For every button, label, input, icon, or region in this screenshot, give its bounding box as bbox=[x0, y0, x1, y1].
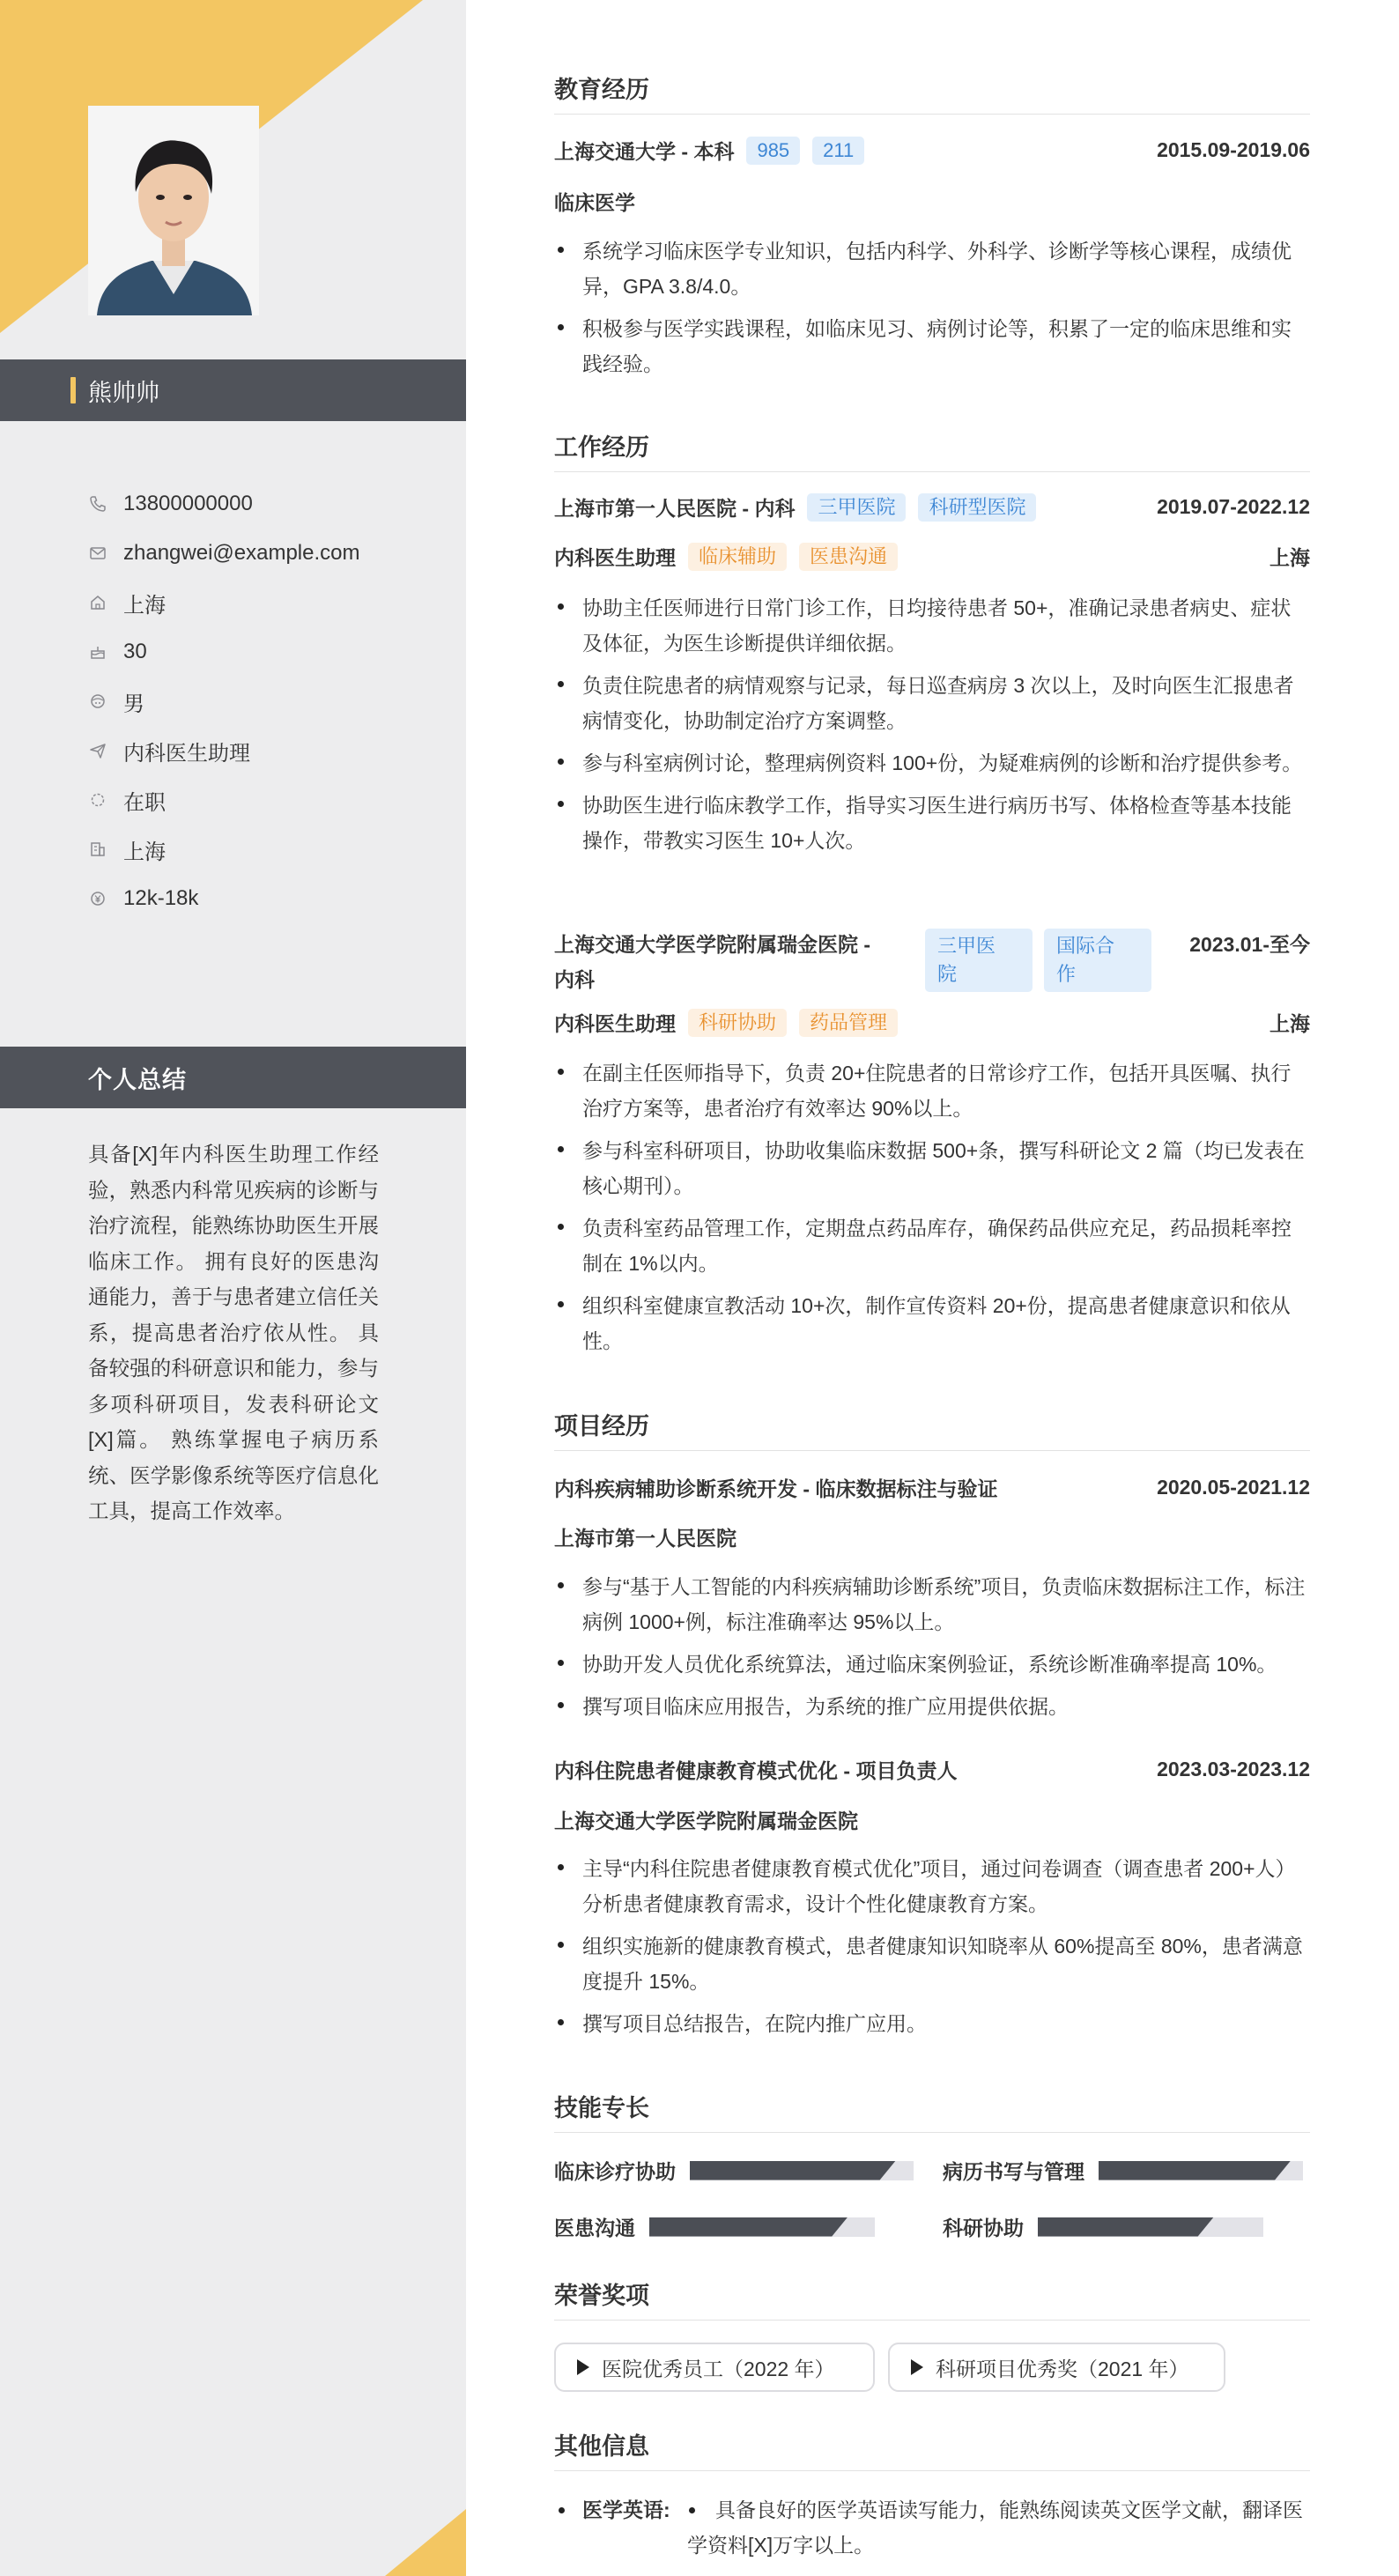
job-city: 上海 bbox=[1269, 546, 1310, 569]
decorative-corner bbox=[385, 2509, 466, 2576]
project-header bbox=[554, 1755, 1310, 1784]
status-icon bbox=[88, 790, 107, 810]
name-accent bbox=[70, 377, 76, 403]
list-item: 协助开发人员优化系统算法，通过临床案例验证，系统诊断准确率提高 10%。 bbox=[554, 1647, 1310, 1682]
other-info-text: 具备良好的医学英语读写能力，能熟练阅读英文医学文献，翻译医学资料[X]万字以上。 bbox=[687, 2498, 1303, 2557]
contact-home-city: 上海 bbox=[123, 593, 166, 618]
play-icon bbox=[911, 2359, 923, 2375]
role-tag: 临床辅助 bbox=[688, 543, 787, 571]
contact-item-gender bbox=[88, 677, 360, 726]
skill-name: 临床诊疗协助 bbox=[554, 2160, 676, 2183]
project-name: 内科住院患者健康教育模式优化 - 项目负责人 bbox=[554, 1759, 958, 1782]
skill-item bbox=[554, 2212, 875, 2241]
contact-salary: 12k-18k bbox=[123, 886, 199, 910]
skill-bar-fill bbox=[649, 2217, 848, 2237]
list-item: 协助主任医师进行日常门诊工作，日均接待患者 50+，准确记录患者病史、症状及体征，为医生诊断提供详细依据。 bbox=[554, 590, 1310, 661]
job-org bbox=[554, 927, 915, 997]
summary-bar bbox=[0, 1047, 466, 1108]
job-org-line: 上海交通大学医学院附属瑞金医院 - bbox=[554, 933, 871, 956]
list-item: 组织实施新的健康教育模式，患者健康知识知晓率从 60%提高至 80%，患者满意度提升 15%。 bbox=[554, 1928, 1310, 1999]
job-city: 上海 bbox=[1269, 1012, 1310, 1035]
section-title-projects: 项目经历 bbox=[554, 1407, 1310, 1451]
job-tag bbox=[925, 929, 1033, 992]
contact-item-position bbox=[88, 726, 360, 775]
skill-bar-fill bbox=[690, 2161, 896, 2180]
job-tag-line: 院 bbox=[937, 963, 958, 985]
skill-item bbox=[943, 2156, 1303, 2185]
job-org: 上海市第一人民医院 - 内科 bbox=[554, 497, 796, 520]
list-item: 参与“基于人工智能的内科疾病辅助诊断系统”项目，负责临床数据标注工作，标注病例 1000+例，标注准确率达 95%以上。 bbox=[554, 1569, 1310, 1640]
education-major: 临床医学 bbox=[554, 191, 635, 214]
list-item: 系统学习临床医学专业知识，包括内科学、外科学、诊断学等核心课程，成绩优异，GPA 3.8/4.0。 bbox=[554, 233, 1310, 304]
job-role-row bbox=[554, 1008, 1310, 1037]
list-item: 主导“内科住院患者健康教育模式优化”项目，通过问卷调查（调查患者 200+人）分析患者健康教育需求，设计个性化健康教育方案。 bbox=[554, 1851, 1310, 1921]
list-item: 协助医生进行临床教学工作，指导实习医生进行病历书写、体格检查等基本技能操作，带教实习医生 10+人次。 bbox=[554, 788, 1310, 858]
section-title-other: 其他信息 bbox=[554, 2427, 1310, 2471]
role-tag: 医患沟通 bbox=[799, 543, 898, 571]
skill-bar-fill bbox=[1099, 2161, 1291, 2180]
job-tag: 三甲医院 bbox=[807, 493, 906, 522]
honor-text: 医院优秀员工（2022 年） bbox=[602, 2357, 835, 2380]
contact-item-email bbox=[88, 529, 360, 578]
summary-title: 个人总结 bbox=[88, 1066, 187, 1093]
contact-status: 在职 bbox=[123, 790, 166, 815]
education-bullets bbox=[554, 233, 1310, 389]
profile-photo bbox=[88, 106, 259, 315]
honor-item bbox=[554, 2343, 875, 2392]
job-tag: 科研型医院 bbox=[918, 493, 1036, 522]
role-tag: 科研协助 bbox=[688, 1009, 787, 1037]
list-item: 参与科室病例讨论，整理病例资料 100+份，为疑难病例的诊断和治疗提供参考。 bbox=[554, 745, 1310, 781]
education-header bbox=[554, 136, 1310, 165]
contact-phone: 13800000000 bbox=[123, 492, 253, 515]
skill-bar bbox=[649, 2217, 875, 2237]
project-org: 上海交通大学医学院附属瑞金医院 bbox=[554, 1810, 858, 1832]
contact-item-age bbox=[88, 627, 360, 677]
job-header bbox=[554, 492, 1310, 522]
project-date: 2023.03-2023.12 bbox=[1157, 1758, 1310, 1780]
section-title-education: 教育经历 bbox=[554, 70, 1310, 115]
contact-age: 30 bbox=[123, 640, 147, 663]
profile-name: 熊帅帅 bbox=[88, 379, 159, 406]
education-date: 2015.09-2019.06 bbox=[1157, 138, 1310, 161]
honor-item bbox=[888, 2343, 1225, 2392]
mail-icon bbox=[88, 544, 107, 563]
job-bullets bbox=[554, 590, 1310, 865]
job-tag-line: 国际合 bbox=[1056, 935, 1115, 957]
project-date: 2020.05-2021.12 bbox=[1157, 1476, 1310, 1499]
role-tag: 药品管理 bbox=[799, 1009, 898, 1037]
job-date: 2019.07-2022.12 bbox=[1157, 495, 1310, 518]
list-item: 组织科室健康宣教活动 10+次，制作宣传资料 20+份，提高患者健康意识和依从性。 bbox=[554, 1288, 1310, 1358]
summary-text: 具备[X]年内科医生助理工作经验，熟悉内科常见疾病的诊断与治疗流程，能熟练协助医生开展临床工作。 拥有良好的医患沟通能力，善于与患者建立信任关系，提高患者治疗依从性。 具备较强的科研意识和能力，参与多项科研项目，发表科研论文[X]篇。 熟练掌握电子病历系统、医学影像系统等医疗信息化工具，提高工作效率。 bbox=[88, 1143, 379, 1522]
skill-bar bbox=[1099, 2161, 1303, 2180]
name-bar bbox=[0, 359, 466, 421]
sidebar bbox=[0, 0, 466, 2576]
contact-item-work-city bbox=[88, 825, 360, 874]
gender-icon bbox=[88, 692, 107, 711]
skill-item bbox=[943, 2212, 1263, 2241]
job-bullets bbox=[554, 1055, 1310, 1366]
skill-name: 医患沟通 bbox=[554, 2217, 635, 2239]
project-bullets bbox=[554, 1851, 1310, 2048]
project-org-row bbox=[554, 1805, 1310, 1834]
send-icon bbox=[88, 741, 107, 760]
skill-bar-fill bbox=[1038, 2217, 1214, 2237]
contact-list bbox=[88, 479, 360, 923]
list-item: 积极参与医学实践课程，如临床见习、病例讨论等，积累了一定的临床思维和实践经验。 bbox=[554, 311, 1310, 381]
salary-icon bbox=[88, 889, 107, 908]
list-item: 撰写项目总结报告，在院内推广应用。 bbox=[554, 2006, 1310, 2041]
job-date: 2023.01-至今 bbox=[1189, 933, 1310, 956]
education-tag: 985 bbox=[746, 137, 800, 165]
list-item: 撰写项目临床应用报告，为系统的推广应用提供依据。 bbox=[554, 1689, 1310, 1724]
skill-bar bbox=[1038, 2217, 1263, 2237]
education-major-row bbox=[554, 187, 1310, 216]
project-org-row bbox=[554, 1522, 1310, 1551]
skill-name: 科研协助 bbox=[943, 2217, 1024, 2239]
play-icon bbox=[577, 2359, 589, 2375]
skill-bar bbox=[690, 2161, 914, 2180]
contact-gender: 男 bbox=[123, 692, 144, 716]
job-role: 内科医生助理 bbox=[554, 546, 676, 569]
job-tag bbox=[1044, 929, 1151, 992]
list-item: 参与科室科研项目，协助收集临床数据 500+条，撰写科研论文 2 篇（均已发表在核心期刊）。 bbox=[554, 1133, 1310, 1203]
bullet-dot bbox=[559, 2507, 565, 2513]
job-tag-line: 作 bbox=[1056, 963, 1077, 985]
contact-item-phone bbox=[88, 479, 360, 529]
contact-item-home bbox=[88, 578, 360, 627]
list-item: 负责科室药品管理工作，定期盘点药品库存，确保药品供应充足，药品损耗率控制在 1%以内。 bbox=[554, 1210, 1310, 1281]
project-bullets bbox=[554, 1569, 1310, 1731]
contact-position: 内科医生助理 bbox=[123, 741, 250, 766]
job-org-line: 内科 bbox=[554, 968, 595, 991]
contact-item-salary bbox=[88, 874, 360, 923]
job-role: 内科医生助理 bbox=[554, 1012, 676, 1035]
job-tag-line: 三甲医 bbox=[937, 935, 996, 957]
contact-email: zhangwei@example.com bbox=[123, 541, 360, 565]
project-org: 上海市第一人民医院 bbox=[554, 1527, 737, 1550]
contact-item-status bbox=[88, 775, 360, 825]
skill-name: 病历书写与管理 bbox=[943, 2160, 1084, 2183]
other-info-label: 医学英语: bbox=[582, 2498, 670, 2521]
cake-icon bbox=[88, 642, 107, 662]
project-name: 内科疾病辅助诊断系统开发 - 临床数据标注与验证 bbox=[554, 1477, 998, 1500]
project-header bbox=[554, 1473, 1310, 1502]
home-icon bbox=[88, 593, 107, 612]
phone-icon bbox=[88, 494, 107, 514]
education-school: 上海交通大学 - 本科 bbox=[554, 140, 735, 163]
education-tag: 211 bbox=[812, 137, 864, 165]
job-role-row bbox=[554, 542, 1310, 571]
job-header bbox=[554, 927, 1310, 991]
honor-text: 科研项目优秀奖（2021 年） bbox=[936, 2357, 1189, 2380]
skill-item bbox=[554, 2156, 914, 2185]
section-title-skills: 技能专长 bbox=[554, 2089, 1310, 2133]
contact-work-city: 上海 bbox=[123, 840, 166, 864]
section-title-honors: 荣誉奖项 bbox=[554, 2276, 1310, 2321]
list-item: 负责住院患者的病情观察与记录，每日巡查病房 3 次以上，及时向医生汇报患者病情变化，协助制定治疗方案调整。 bbox=[554, 668, 1310, 738]
section-title-work: 工作经历 bbox=[554, 428, 1310, 472]
list-item: 在副主任医师指导下，负责 20+住院患者的日常诊疗工作，包括开具医嘱、执行治疗方案等，患者治疗有效率达 90%以上。 bbox=[554, 1055, 1310, 1126]
building-icon bbox=[88, 840, 107, 859]
